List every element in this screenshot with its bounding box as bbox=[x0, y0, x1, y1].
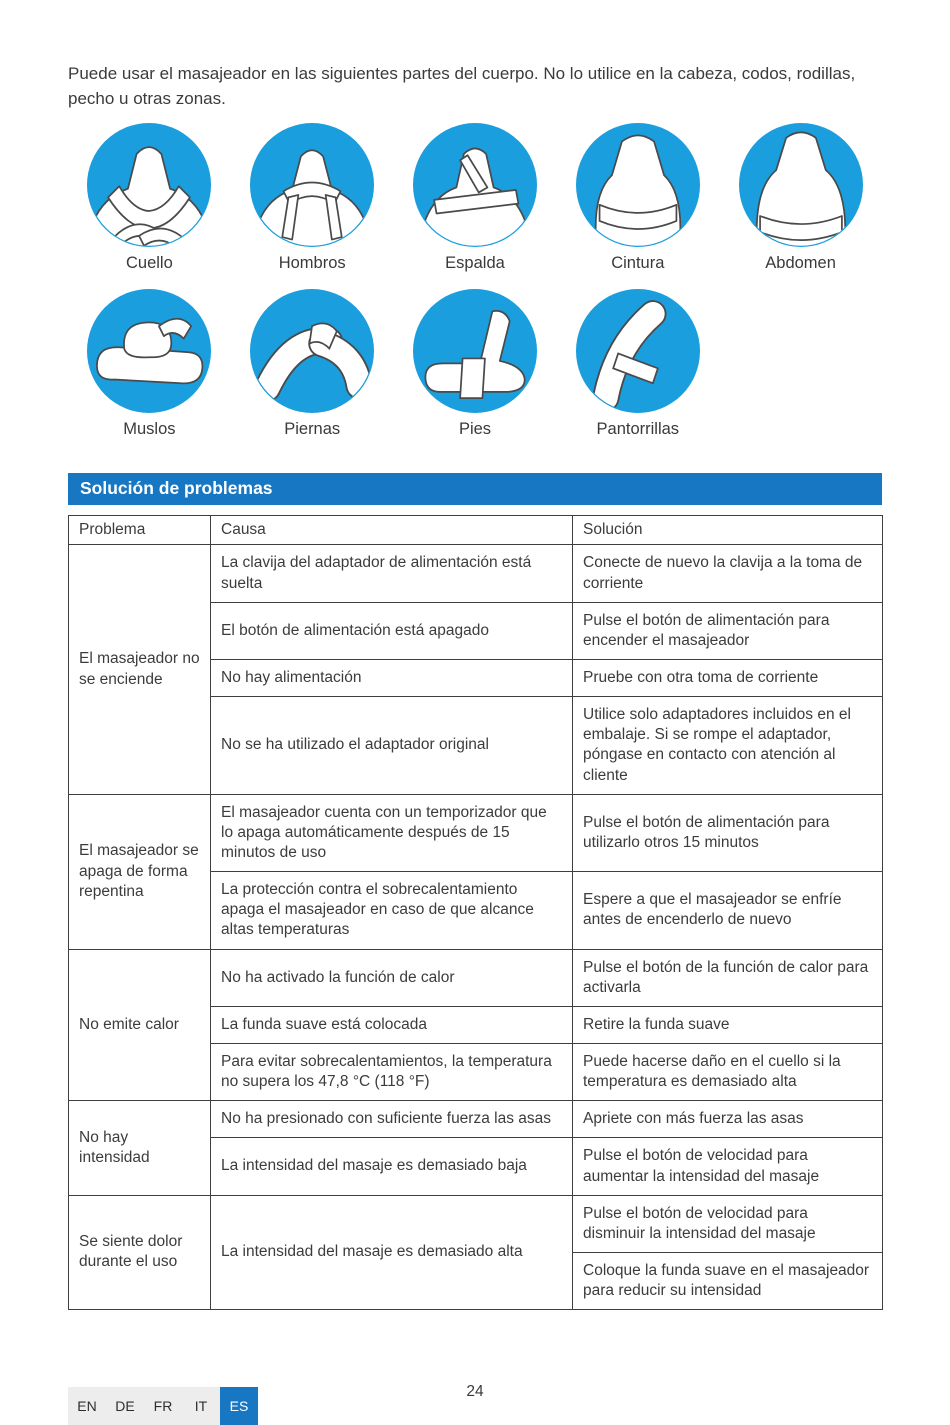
body-part-label: Espalda bbox=[445, 254, 505, 273]
solution-cell: Pulse el botón de alimentación para utilizarlo otros 15 minutos bbox=[573, 794, 883, 871]
body-part-label: Cuello bbox=[126, 254, 173, 273]
body-part-label: Muslos bbox=[123, 420, 176, 439]
body-part-muslos bbox=[68, 289, 231, 439]
lang-tab-it[interactable]: IT bbox=[182, 1387, 220, 1425]
hombros-icon bbox=[250, 123, 374, 247]
solution-cell: Pulse el botón de velocidad para aumentar la intensidad del masaje bbox=[573, 1138, 883, 1195]
page-content bbox=[68, 0, 882, 1310]
cause-cell: No ha activado la función de calor bbox=[211, 949, 573, 1006]
problem-cell: No hay intensidad bbox=[69, 1101, 211, 1195]
cause-cell: La clavija del adaptador de alimentación está suelta bbox=[211, 545, 573, 602]
table-row bbox=[69, 794, 883, 871]
body-part-hombros bbox=[231, 123, 394, 273]
cause-cell: La protección contra el sobrecalentamiento apaga el masajeador en caso de que alcance altas temperaturas bbox=[211, 872, 573, 949]
page-number: 24 bbox=[466, 1383, 484, 1400]
section-title: Solución de problemas bbox=[80, 478, 273, 499]
solution-cell: Utilice solo adaptadores incluidos en el embalaje. Si se rompe el adaptador, póngase en contacto con atención al cliente bbox=[573, 697, 883, 795]
body-part-label: Cintura bbox=[611, 254, 665, 273]
cause-cell: La intensidad del masaje es demasiado baja bbox=[211, 1138, 573, 1195]
lang-tab-en[interactable]: EN bbox=[68, 1387, 106, 1425]
table-row bbox=[69, 1195, 883, 1252]
body-part-label: Pies bbox=[458, 420, 492, 439]
cause-cell: La intensidad del masaje es demasiado alta bbox=[211, 1195, 573, 1310]
solution-cell: Pulse el botón de velocidad para disminuir la intensidad del masaje bbox=[573, 1195, 883, 1252]
cuello-icon bbox=[87, 123, 211, 247]
lang-tab-fr[interactable]: FR bbox=[144, 1387, 182, 1425]
intro-text: Puede usar el masajeador en las siguientes partes del cuerpo. No lo utilice en la cabeza, codos, rodillas, pecho u otras zonas. bbox=[68, 64, 856, 108]
col-header-causa: Causa bbox=[211, 516, 573, 545]
pantorrillas-icon bbox=[576, 289, 700, 413]
problem-cell: El masajeador no se enciende bbox=[69, 545, 211, 794]
piernas-icon bbox=[250, 289, 374, 413]
body-part-espalda bbox=[394, 123, 557, 273]
lang-tab-es[interactable]: ES bbox=[220, 1387, 258, 1425]
problem-cell: Se siente dolor durante el uso bbox=[69, 1195, 211, 1310]
body-part-pantorrillas bbox=[556, 289, 719, 439]
solution-cell: Pulse el botón de alimentación para encender el masajeador bbox=[573, 602, 883, 659]
cintura-icon bbox=[576, 123, 700, 247]
table-header-row bbox=[69, 516, 883, 545]
troubleshooting-table bbox=[68, 515, 883, 1310]
solution-cell: Retire la funda suave bbox=[573, 1006, 883, 1043]
body-part-label: Abdomen bbox=[765, 254, 836, 273]
solution-cell: Pruebe con otra toma de corriente bbox=[573, 659, 883, 696]
lang-tab-de[interactable]: DE bbox=[106, 1387, 144, 1425]
body-part-label: Pantorrillas bbox=[596, 420, 680, 439]
cause-cell: No hay alimentación bbox=[211, 659, 573, 696]
solution-cell: Puede hacerse daño en el cuello si la temperatura es demasiado alta bbox=[573, 1043, 883, 1100]
body-part-label: Hombros bbox=[278, 254, 346, 273]
body-part-cuello bbox=[68, 123, 231, 273]
table-row bbox=[69, 949, 883, 1006]
col-header-problema: Problema bbox=[69, 516, 211, 545]
problem-cell: No emite calor bbox=[69, 949, 211, 1101]
body-part-cintura bbox=[556, 123, 719, 273]
solution-cell: Apriete con más fuerza las asas bbox=[573, 1101, 883, 1138]
solution-cell: Coloque la funda suave en el masajeador para reducir su intensidad bbox=[573, 1252, 883, 1309]
abdomen-icon bbox=[739, 123, 863, 247]
muslos-icon bbox=[87, 289, 211, 413]
body-parts-grid bbox=[68, 123, 882, 439]
cause-cell: No ha presionado con suficiente fuerza las asas bbox=[211, 1101, 573, 1138]
section-title-bar bbox=[68, 473, 882, 505]
col-header-solucion: Solución bbox=[573, 516, 883, 545]
body-part-pies bbox=[394, 289, 557, 439]
table-row bbox=[69, 1101, 883, 1138]
espalda-icon bbox=[413, 123, 537, 247]
solution-cell: Conecte de nuevo la clavija a la toma de corriente bbox=[573, 545, 883, 602]
body-part-abdomen bbox=[719, 123, 882, 273]
cause-cell: El masajeador cuenta con un temporizador que lo apaga automáticamente después de 15 minutos de uso bbox=[211, 794, 573, 871]
cause-cell: El botón de alimentación está apagado bbox=[211, 602, 573, 659]
solution-cell: Espere a que el masajeador se enfríe antes de encenderlo de nuevo bbox=[573, 872, 883, 949]
pies-icon bbox=[413, 289, 537, 413]
solution-cell: Pulse el botón de la función de calor para activarla bbox=[573, 949, 883, 1006]
language-tabs bbox=[68, 1387, 258, 1425]
body-part-piernas bbox=[231, 289, 394, 439]
body-part-label: Piernas bbox=[284, 420, 341, 439]
problem-cell: El masajeador se apaga de forma repentina bbox=[69, 794, 211, 949]
table-row bbox=[69, 545, 883, 602]
cause-cell: Para evitar sobrecalentamientos, la temperatura no supera los 47,8 °C (118 °F) bbox=[211, 1043, 573, 1100]
cause-cell: No se ha utilizado el adaptador original bbox=[211, 697, 573, 795]
cause-cell: La funda suave está colocada bbox=[211, 1006, 573, 1043]
